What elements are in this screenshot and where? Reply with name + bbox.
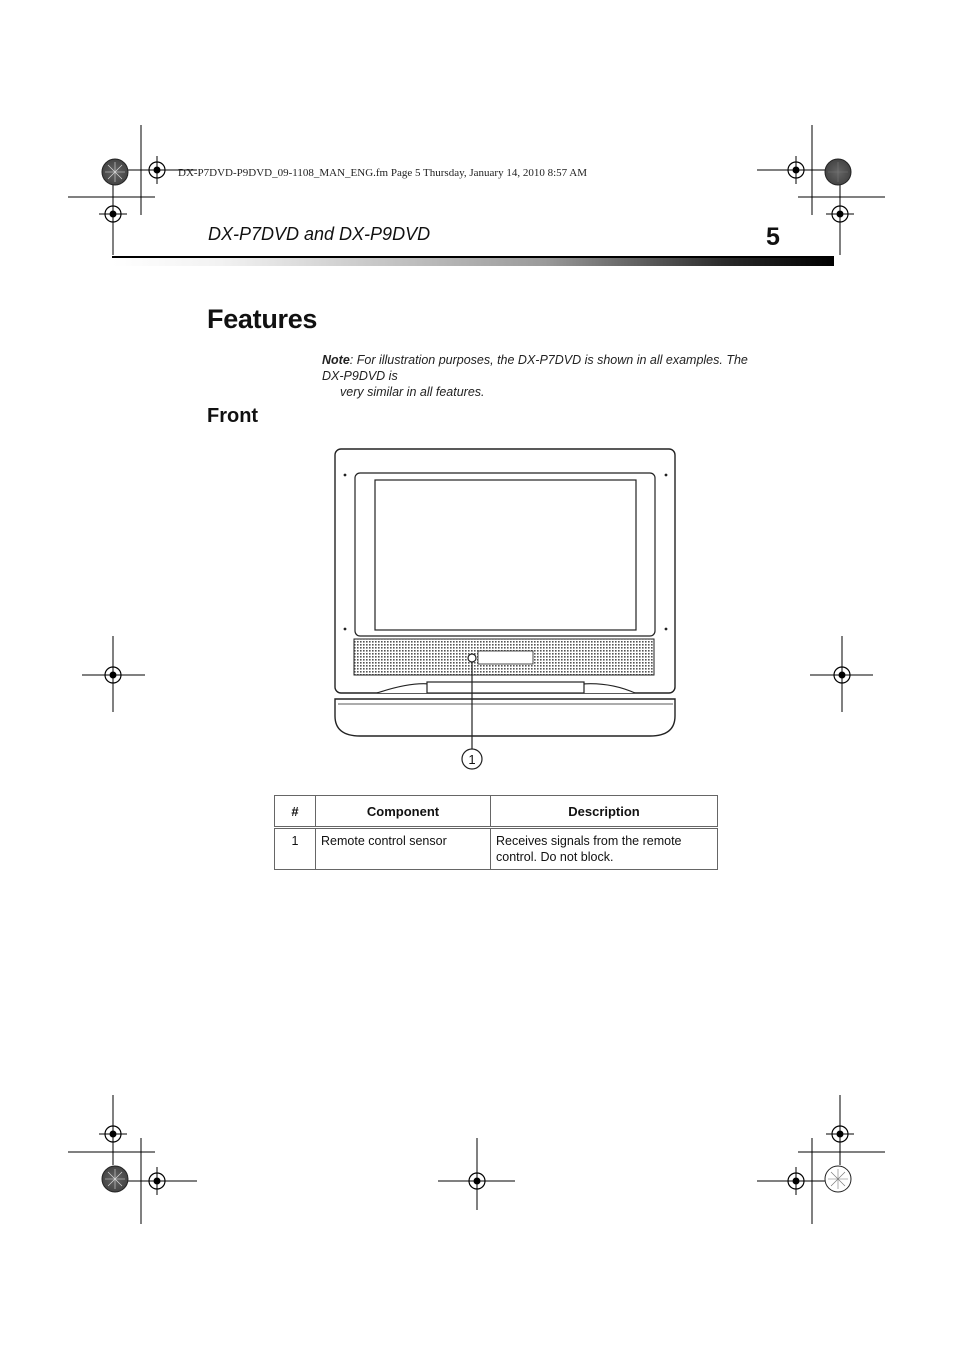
- note-text-line2: very similar in all features.: [340, 385, 485, 399]
- section-heading: Front: [207, 405, 259, 427]
- running-title: DX-P7DVD and DX-P9DVD: [208, 224, 431, 244]
- callout-label: 1: [468, 752, 476, 767]
- features-table: [274, 795, 718, 870]
- dvd-player-front-illustration: [330, 446, 682, 776]
- note-label: Note: [322, 353, 350, 367]
- note: [322, 352, 752, 400]
- logo-plate: [478, 651, 533, 664]
- page-title: Features: [207, 304, 318, 334]
- row-component: Remote control sensor: [316, 828, 491, 870]
- table-row: [275, 828, 718, 870]
- note-text-line1: : For illustration purposes, the DX-P7DVD is shown in all examples. The DX-P9DVD is: [322, 353, 748, 383]
- column-header-component: Component: [316, 796, 491, 828]
- remote-sensor-indicator: [468, 654, 476, 662]
- page-number: 5: [766, 223, 780, 251]
- column-header-description: Description: [491, 796, 718, 828]
- row-description: Receives signals from the remote control. Do not block.: [491, 828, 718, 870]
- print-header: DX-P7DVD-P9DVD_09-1108_MAN_ENG.fm Page 5 Thursday, January 14, 2010 8:57 AM: [178, 167, 588, 179]
- header-rule-line: [112, 256, 834, 258]
- row-number: 1: [275, 828, 316, 870]
- column-header-number: #: [275, 796, 316, 828]
- table-header-row: [275, 796, 718, 828]
